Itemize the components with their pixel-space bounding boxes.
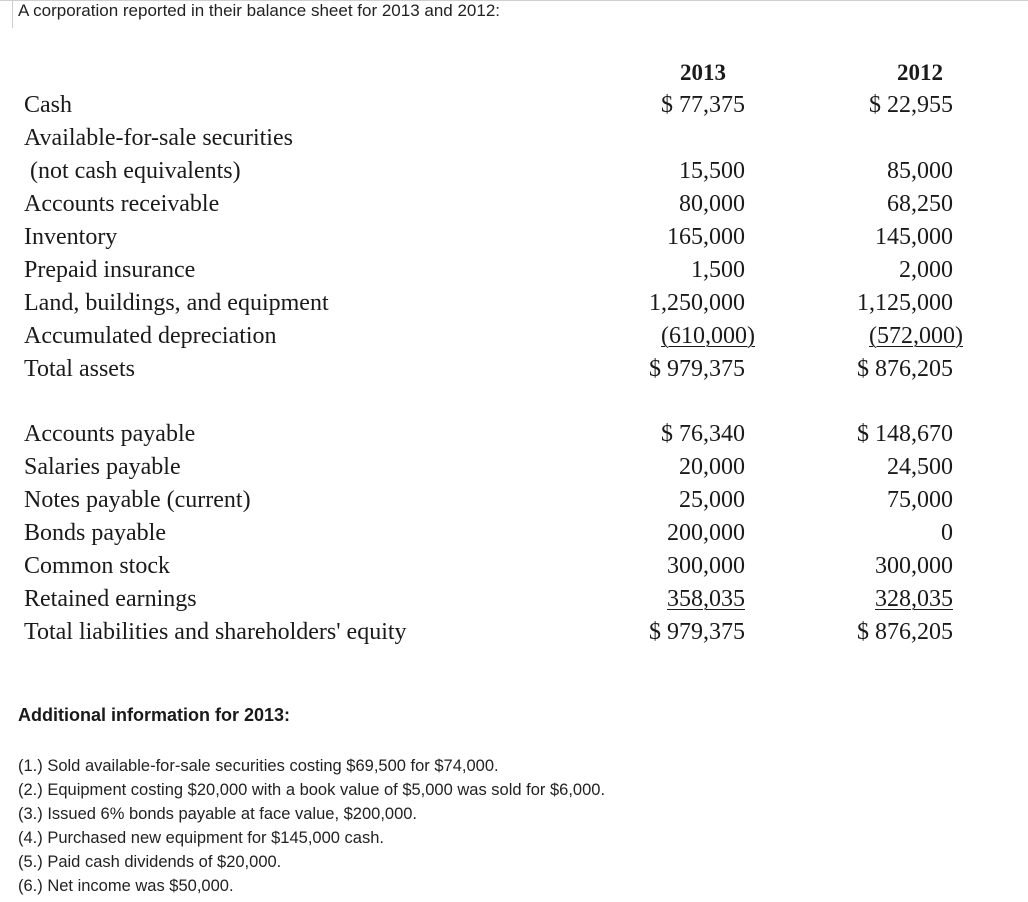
asset-value-2013: 1,250,000 — [649, 290, 745, 316]
asset-label-total: Total assets — [24, 356, 135, 382]
asset-label-afs-note: (not cash equivalents) — [30, 158, 241, 184]
liab-value-2012: 24,500 — [887, 454, 953, 480]
liab-label-ap: Accounts payable — [24, 421, 196, 447]
additional-info-item: (4.) Purchased new equipment for $145,000 cash. — [18, 829, 384, 847]
liab-label-notes: Notes payable (current) — [24, 487, 251, 513]
liab-value-2013: 20,000 — [679, 454, 745, 480]
additional-info-item: (5.) Paid cash dividends of $20,000. — [18, 853, 282, 871]
asset-value-2013: 1,500 — [691, 257, 745, 283]
asset-value-2012: 2,000 — [899, 257, 953, 283]
liab-value-2012: 328,035 — [875, 586, 953, 612]
asset-value-2013: $ 77,375 — [661, 92, 745, 118]
asset-value-2012: 68,250 — [887, 191, 953, 217]
liab-total-2012: $ 876,205 — [857, 619, 953, 645]
equity-label-common: Common stock — [24, 553, 171, 579]
liab-value-2012: 0 — [941, 520, 953, 546]
asset-value-2012: $ 22,955 — [869, 92, 953, 118]
liab-value-2013: 300,000 — [667, 553, 745, 579]
liab-value-2012: $ 148,670 — [857, 421, 953, 447]
asset-value-2013: 15,500 — [679, 158, 745, 184]
year-header-2012: 2012 — [897, 60, 943, 85]
liab-value-2013: $ 76,340 — [661, 421, 745, 447]
asset-label-prepaid: Prepaid insurance — [24, 257, 196, 283]
asset-value-2013: 165,000 — [667, 224, 745, 250]
asset-value-2013: 80,000 — [679, 191, 745, 217]
asset-label-cash: Cash — [24, 92, 72, 118]
equity-label-retained: Retained earnings — [24, 586, 197, 612]
asset-value-2012: 145,000 — [875, 224, 953, 250]
problem-intro: A corporation reported in their balance sheet for 2013 and 2012: — [18, 1, 501, 20]
left-border — [12, 0, 13, 28]
additional-info-heading: Additional information for 2013: — [18, 705, 291, 725]
asset-total-2013: $ 979,375 — [649, 356, 745, 382]
additional-info-item: (2.) Equipment costing $20,000 with a book value of $5,000 was sold for $6,000. — [18, 781, 606, 799]
asset-label-ar: Accounts receivable — [24, 191, 220, 217]
additional-info-item: (6.) Net income was $50,000. — [18, 877, 234, 895]
liab-value-2012: 300,000 — [875, 553, 953, 579]
liab-value-2012: 75,000 — [887, 487, 953, 513]
asset-value-2012: (572,000) — [869, 323, 963, 349]
liab-value-2013: 200,000 — [667, 520, 745, 546]
liab-value-2013: 358,035 — [667, 586, 745, 612]
liab-value-2013: 25,000 — [679, 487, 745, 513]
asset-label-inventory: Inventory — [24, 224, 118, 250]
asset-label-accum-dep: Accumulated depreciation — [24, 323, 277, 349]
asset-total-2012: $ 876,205 — [857, 356, 953, 382]
liab-total-2013: $ 979,375 — [649, 619, 745, 645]
liab-label-total: Total liabilities and shareholders' equity — [24, 619, 407, 645]
additional-info-item: (1.) Sold available-for-sale securities costing $69,500 for $74,000. — [18, 757, 499, 775]
asset-value-2012: 85,000 — [887, 158, 953, 184]
asset-value-2012: 1,125,000 — [857, 290, 953, 316]
year-header-2013: 2013 — [680, 60, 726, 85]
additional-info-item: (3.) Issued 6% bonds payable at face value, $200,000. — [18, 805, 418, 823]
liab-label-salaries: Salaries payable — [24, 454, 181, 480]
asset-label-afs: Available-for-sale securities — [24, 125, 293, 151]
asset-label-land: Land, buildings, and equipment — [24, 290, 329, 316]
asset-value-2013: (610,000) — [661, 323, 755, 349]
liab-label-bonds: Bonds payable — [24, 520, 166, 546]
